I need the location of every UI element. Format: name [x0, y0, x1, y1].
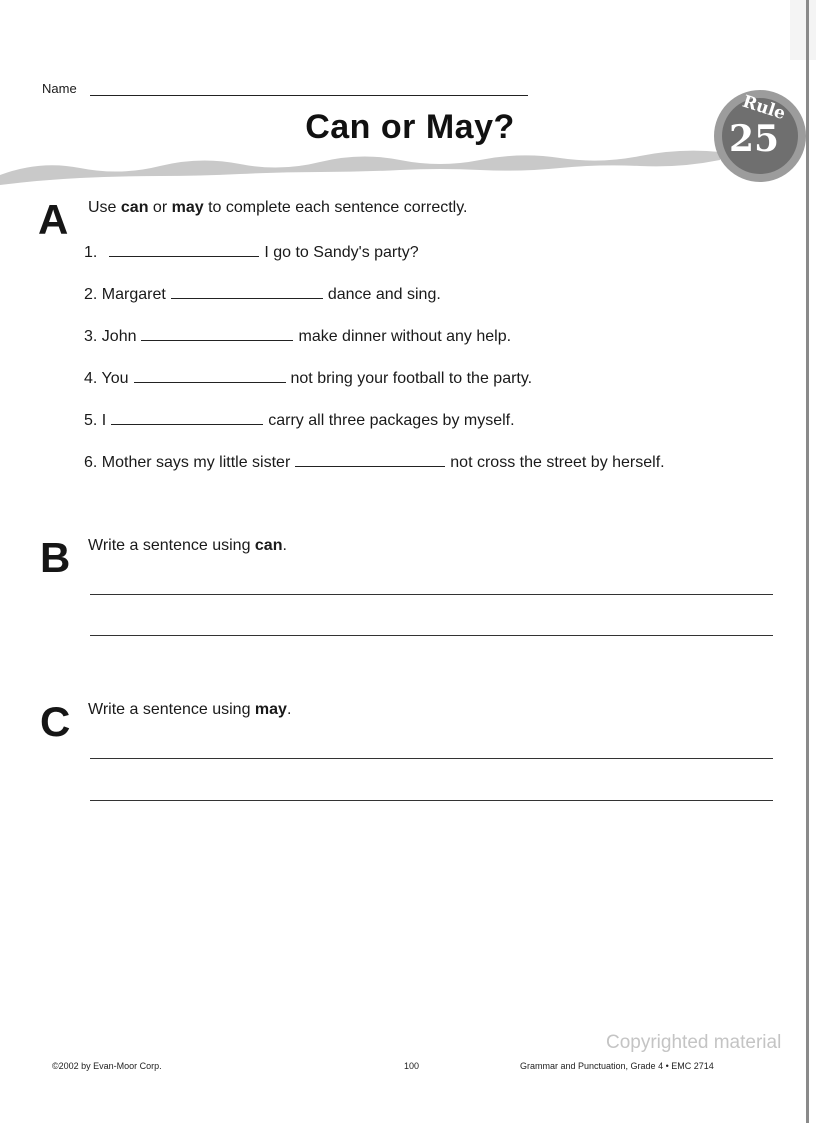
question-2: 2. Margaret dance and sing. [84, 286, 441, 303]
name-label: Name [42, 81, 77, 96]
writing-line-c-2[interactable] [90, 800, 773, 801]
footer-book-title: Grammar and Punctuation, Grade 4 • EMC 2714 [520, 1061, 714, 1071]
rule-label: Rule [739, 91, 788, 125]
answer-blank-5[interactable] [111, 412, 263, 425]
question-5: 5. I carry all three packages by myself. [84, 412, 515, 429]
copyright-watermark: Copyrighted material [606, 1032, 782, 1053]
page-corner [790, 0, 816, 60]
section-c-instruction: Write a sentence using may. [88, 701, 292, 718]
writing-line-c-1[interactable] [90, 758, 773, 759]
answer-blank-2[interactable] [171, 286, 323, 299]
section-letter-a: A [38, 196, 69, 243]
section-letter-c: C [40, 698, 71, 745]
section-a-instruction: Use can or may to complete each sentence correctly. [88, 199, 468, 216]
question-4: 4. You not bring your football to the party. [84, 370, 533, 387]
section-letter-b: B [40, 534, 71, 581]
section-b-instruction: Write a sentence using can. [88, 537, 287, 554]
answer-blank-4[interactable] [134, 370, 286, 383]
footer-page-number: 100 [404, 1061, 420, 1071]
question-1: 1. I go to Sandy's party? [84, 244, 419, 261]
answer-blank-6[interactable] [295, 454, 445, 467]
decorative-wave [0, 140, 816, 190]
answer-blank-3[interactable] [141, 328, 293, 341]
name-field-line[interactable] [90, 95, 528, 96]
answer-blank-1[interactable] [109, 244, 259, 257]
question-3: 3. John make dinner without any help. [84, 328, 512, 345]
question-6: 6. Mother says my little sister not cross the street by herself. [84, 454, 665, 471]
page-title: Can or May? [305, 108, 515, 146]
writing-line-b-2[interactable] [90, 635, 773, 636]
rule-number: 25 [729, 118, 780, 160]
footer-copyright: ©2002 by Evan-Moor Corp. [52, 1061, 162, 1071]
writing-line-b-1[interactable] [90, 594, 773, 595]
